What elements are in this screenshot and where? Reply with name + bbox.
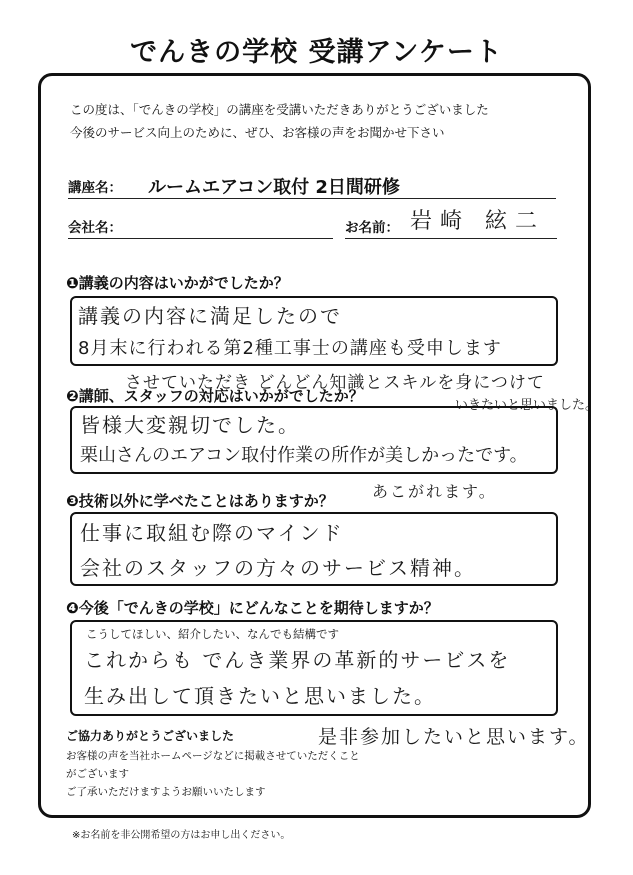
question-1-label: ❶講義の内容はいかがでしたか？ (66, 274, 289, 292)
course-name: ルームエアコン取付 2日間研修 (148, 177, 400, 198)
answer-1-line-1: 講義の内容に満足したので (78, 304, 342, 328)
page-title: でんきの学校 受講アンケート (130, 37, 503, 68)
question-3-label: ❸技術以外に学べたことはありますか？ (66, 492, 334, 510)
thanks-text: ご協力ありがとうございました (66, 729, 235, 743)
answer-4-line-2: 生み出して頂きたいと思いました。 (84, 684, 436, 708)
bottom-note: ※お名前を非公開希望の方はお申し出ください。 (72, 830, 291, 841)
name-field[interactable]: 岩崎 絃二 (410, 209, 545, 234)
answer-2-line-1: 皆様大変親切でした。 (80, 413, 300, 437)
question-4-label: ❹今後「でんきの学校」にどんなことを期待しますか？ (66, 599, 439, 617)
footer-note-2: がございます (66, 768, 129, 780)
question-4-hint: こうしてほしい、紹介したい、なんでも結構です (86, 627, 339, 641)
name-label: お名前： (345, 220, 399, 236)
answer-4-line-1: これからも でんき業界の革新的サービスを (84, 648, 511, 672)
footer-note-1: お客様の声を当社ホームページなどに掲載させていただくこと (66, 750, 360, 762)
answer-4-line-3: 是非参加したいと思います。 (318, 726, 590, 748)
company-label: 会社名： (68, 220, 122, 236)
intro-line-1: この度は、「でんきの学校」の講座を受講いただきありがとうございました (70, 102, 489, 117)
answer-1-line-2: 8月末に行われる第2種工事士の講座も受申します (78, 338, 502, 359)
course-label: 講座名： (68, 180, 122, 196)
name-underline (345, 238, 557, 239)
question-2-label: ❷講師、スタッフの対応はいかがでしたか？ (66, 387, 364, 405)
intro-line-2: 今後のサービス向上のために、ぜひ、お客様の声をお聞かせ下さい (70, 125, 445, 140)
footer-note-3: ご了承いただけますようお願いいたします (66, 786, 266, 798)
answer-3-line-1: 仕事に取組む際のマインド (80, 521, 344, 545)
answer-2-line-3: あこがれます。 (372, 482, 497, 501)
answer-2-line-2: 栗山さんのエアコン取付作業の所作が美しかったです。 (80, 445, 528, 466)
company-underline (68, 238, 333, 239)
course-underline (68, 198, 556, 199)
answer-1-line-4: いきたいと思いました。 (455, 398, 599, 413)
answer-1-line-3: させていただき どんどん知識とスキルを身につけて (125, 373, 545, 393)
answer-3-line-2: 会社のスタッフの方々のサービス精神。 (80, 556, 476, 580)
